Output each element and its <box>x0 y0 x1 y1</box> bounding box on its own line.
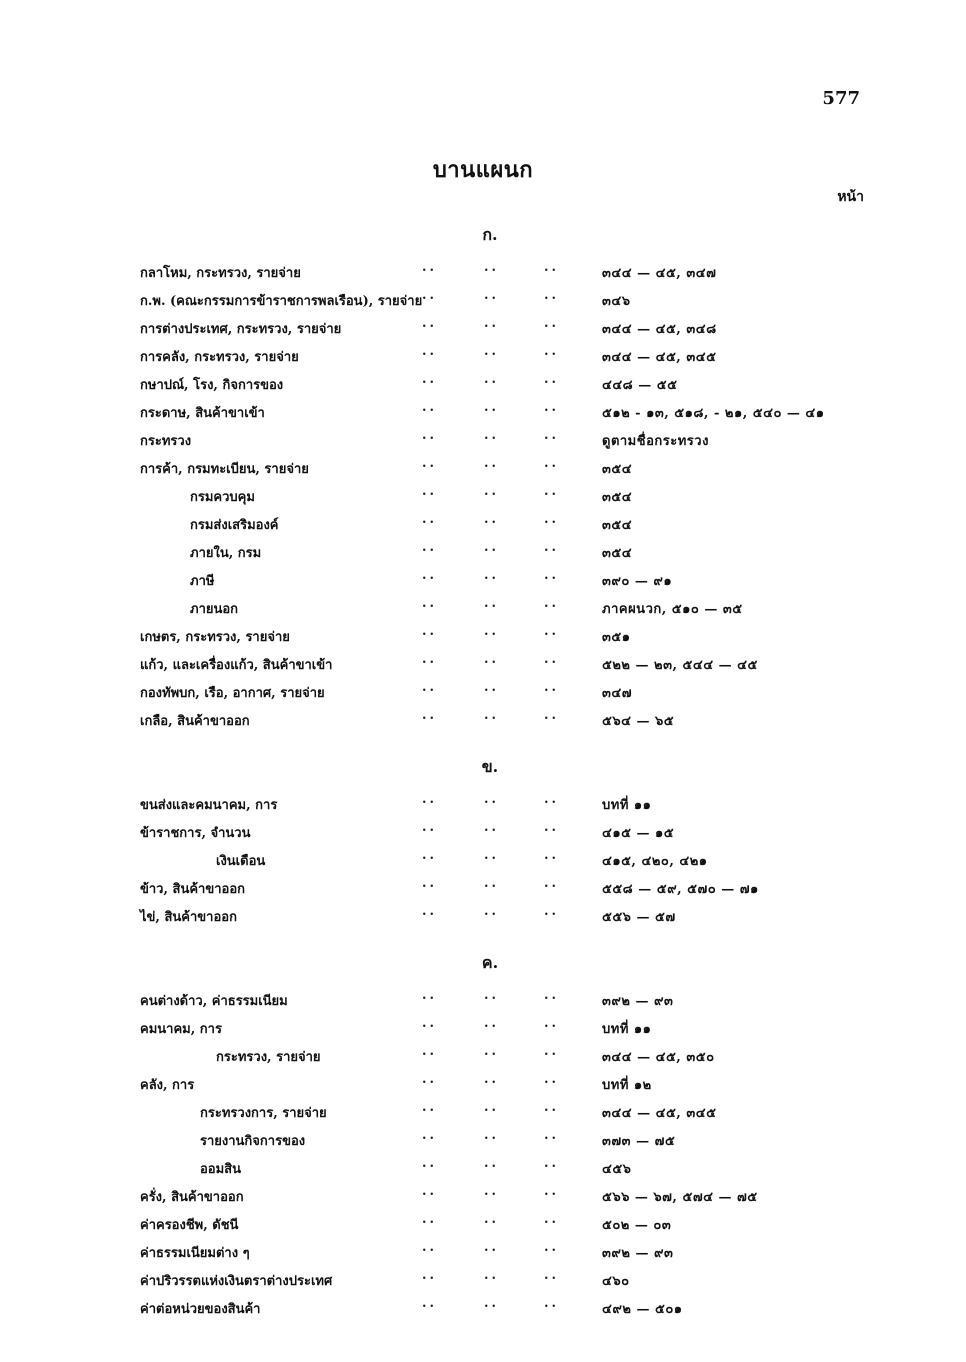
dot-leader: .. <box>544 876 560 891</box>
entry-label: กระทรวง <box>140 434 192 449</box>
entry-pages: ๓๔๖ <box>602 294 631 309</box>
dot-leader: .. <box>544 988 560 1003</box>
entry-label: กระทรวง, รายจ่าย <box>216 1050 321 1065</box>
dot-leader: .. <box>422 316 438 331</box>
dot-leader: .. <box>422 428 438 443</box>
entry-label: รายงานกิจการของ <box>200 1134 306 1149</box>
dot-leader: .. <box>484 988 500 1003</box>
dot-leader: .. <box>422 848 438 863</box>
index-entry <box>0 622 966 650</box>
entry-label: การค้า, กรมทะเบียน, รายจ่าย <box>140 462 309 477</box>
dot-leader: .. <box>544 428 560 443</box>
dot-leader: .. <box>544 1296 560 1311</box>
entry-pages: ภาคผนวก, ๕๑๐ — ๓๕ <box>602 602 743 617</box>
entry-label: การคลัง, กระทรวง, รายจ่าย <box>140 350 299 365</box>
entry-pages: ๕๕๘ — ๕๙, ๕๗๐ — ๗๑ <box>602 882 759 897</box>
dot-leader: .. <box>422 1212 438 1227</box>
dot-leader: .. <box>422 820 438 835</box>
index-entry <box>0 818 966 846</box>
dot-leader: .. <box>422 512 438 527</box>
entry-label: ไข่, สินค้าขาออก <box>140 910 237 925</box>
dot-leader: .. <box>422 680 438 695</box>
entry-label: ขนส่งและคมนาคม, การ <box>140 798 278 813</box>
dot-leader: .. <box>544 904 560 919</box>
entry-pages: ๓๕๔ <box>602 490 633 505</box>
index-entry <box>0 790 966 818</box>
entry-label: ข้าว, สินค้าขาออก <box>140 882 246 897</box>
dot-leader: .. <box>422 288 438 303</box>
index-section <box>0 224 966 734</box>
dot-leader: .. <box>544 344 560 359</box>
dot-leader: .. <box>422 988 438 1003</box>
dot-leader: .. <box>484 624 500 639</box>
entry-pages: ๕๖๔ — ๖๕ <box>602 714 675 729</box>
index-entry <box>0 1070 966 1098</box>
entry-pages: ๓๙๒ — ๙๓ <box>602 1246 674 1261</box>
dot-leader: .. <box>544 1016 560 1031</box>
index-entry <box>0 650 966 678</box>
dot-leader: .. <box>544 456 560 471</box>
dot-leader: .. <box>544 708 560 723</box>
dot-leader: .. <box>544 288 560 303</box>
index-entry <box>0 1042 966 1070</box>
dot-leader: .. <box>484 288 500 303</box>
dot-leader: .. <box>544 512 560 527</box>
entry-label: เงินเดือน <box>216 854 266 869</box>
index-entry <box>0 482 966 510</box>
dot-leader: .. <box>484 596 500 611</box>
index-entry <box>0 874 966 902</box>
entry-label: ก.พ. (คณะกรรมการข้าราชการพลเรือน), รายจ่าย <box>140 294 423 309</box>
dot-leader: .. <box>422 1128 438 1143</box>
dot-leader: .. <box>544 1268 560 1283</box>
dot-leader: .. <box>484 400 500 415</box>
entry-label: คมนาคม, การ <box>140 1022 222 1037</box>
dot-leader: .. <box>484 1240 500 1255</box>
dot-leader: .. <box>544 1128 560 1143</box>
dot-leader: .. <box>484 540 500 555</box>
entry-pages: ๓๔๔ — ๔๕, ๓๔๕ <box>602 1106 717 1121</box>
entry-pages: ๕๒๒ — ๒๓, ๕๔๔ — ๔๕ <box>602 658 758 673</box>
entry-pages: ๕๖๖ — ๖๗, ๕๗๔ — ๗๕ <box>602 1190 758 1205</box>
index-entry <box>0 398 966 426</box>
dot-leader: .. <box>544 652 560 667</box>
dot-leader: .. <box>422 1240 438 1255</box>
entry-pages: ๓๕๑ <box>602 630 631 645</box>
dot-leader: .. <box>484 708 500 723</box>
dot-leader: .. <box>484 568 500 583</box>
dot-leader: .. <box>422 372 438 387</box>
dot-leader: .. <box>422 400 438 415</box>
dot-leader: .. <box>422 1100 438 1115</box>
entry-pages: ๓๕๔ <box>602 546 633 561</box>
dot-leader: .. <box>544 1100 560 1115</box>
index-entry <box>0 286 966 314</box>
index-entry <box>0 426 966 454</box>
entry-pages: ๓๔๔ — ๔๕, ๓๕๐ <box>602 1050 715 1065</box>
dot-leader: .. <box>484 428 500 443</box>
entry-label: ค่าต่อหน่วยของสินค้า <box>140 1302 261 1317</box>
entry-pages: ๓๔๔ — ๔๕, ๓๔๗ <box>602 266 717 281</box>
dot-leader: .. <box>484 1268 500 1283</box>
index-entry <box>0 510 966 538</box>
dot-leader: .. <box>484 1044 500 1059</box>
dot-leader: .. <box>422 1044 438 1059</box>
dot-leader: .. <box>422 904 438 919</box>
dot-leader: .. <box>484 484 500 499</box>
dot-leader: .. <box>422 1016 438 1031</box>
entry-pages: ๔๑๕, ๔๒๐, ๔๒๑ <box>602 854 708 869</box>
entry-pages: ๓๔๔ — ๔๕, ๓๔๕ <box>602 350 717 365</box>
entry-pages: ๕๕๖ — ๕๗ <box>602 910 676 925</box>
dot-leader: .. <box>484 904 500 919</box>
entry-label: กองทัพบก, เรือ, อากาศ, รายจ่าย <box>140 686 325 701</box>
entry-label: คนต่างด้าว, ค่าธรรมเนียม <box>140 994 288 1009</box>
dot-leader: .. <box>544 1156 560 1171</box>
dot-leader: .. <box>544 596 560 611</box>
page-title: บานแผนก <box>432 157 534 183</box>
entry-pages: ๓๙๒ — ๙๓ <box>602 994 674 1009</box>
dot-leader: .. <box>484 316 500 331</box>
entry-pages: ๕๑๒ - ๑๓, ๕๑๘, - ๒๑, ๕๔๐ — ๔๑ <box>602 406 825 421</box>
dot-leader: .. <box>484 260 500 275</box>
dot-leader: .. <box>422 260 438 275</box>
index-entry <box>0 1294 966 1322</box>
dot-leader: .. <box>544 372 560 387</box>
entry-label: คลัง, การ <box>140 1078 195 1093</box>
entry-label: การต่างประเทศ, กระทรวง, รายจ่าย <box>140 322 342 337</box>
entry-pages: บทที่ ๑๑ <box>602 798 652 813</box>
dot-leader: .. <box>422 876 438 891</box>
dot-leader: .. <box>422 1072 438 1087</box>
index-entry <box>0 1238 966 1266</box>
entry-pages: ๕๐๒ — ๐๓ <box>602 1218 672 1233</box>
dot-leader: .. <box>422 1184 438 1199</box>
index-entry <box>0 538 966 566</box>
dot-leader: .. <box>544 848 560 863</box>
entry-label: กษาปณ์, โรง, กิจการของ <box>140 378 284 393</box>
entry-label: กระดาษ, สินค้าขาเข้า <box>140 406 265 421</box>
dot-leader: .. <box>484 1184 500 1199</box>
index-entry <box>0 986 966 1014</box>
dot-leader: .. <box>484 1128 500 1143</box>
dot-leader: .. <box>544 1212 560 1227</box>
entry-label: ออมสิน <box>200 1162 242 1177</box>
index-entry <box>0 1266 966 1294</box>
dot-leader: .. <box>544 1072 560 1087</box>
entry-label: กรมส่งเสริมองค์ <box>190 518 279 533</box>
index-entry <box>0 1014 966 1042</box>
dot-leader: .. <box>544 1240 560 1255</box>
dot-leader: .. <box>422 540 438 555</box>
dot-leader: .. <box>484 652 500 667</box>
dot-leader: .. <box>544 540 560 555</box>
dot-leader: .. <box>484 1156 500 1171</box>
dot-leader: .. <box>422 484 438 499</box>
entry-label: ค่าครองชีพ, ดัชนี <box>140 1218 239 1233</box>
entry-pages: ๓๗๓ — ๗๕ <box>602 1134 676 1149</box>
entry-pages: ๓๕๔ <box>602 462 633 477</box>
page-number: 577 <box>822 88 860 109</box>
dot-leader: .. <box>422 596 438 611</box>
entry-label: ค่าปริวรรตแห่งเงินตราต่างประเทศ <box>140 1274 333 1289</box>
index-entry <box>0 342 966 370</box>
entry-pages: ๔๕๖ <box>602 1162 632 1177</box>
entry-label: เกษตร, กระทรวง, รายจ่าย <box>140 630 290 645</box>
dot-leader: .. <box>422 1268 438 1283</box>
dot-leader: .. <box>484 820 500 835</box>
index-entry <box>0 1126 966 1154</box>
dot-leader: .. <box>544 624 560 639</box>
dot-leader: .. <box>484 372 500 387</box>
index-list <box>0 222 966 1344</box>
dot-leader: .. <box>484 456 500 471</box>
index-section <box>0 952 966 1322</box>
index-entry <box>0 566 966 594</box>
entry-pages: ๓๔๔ — ๔๕, ๓๔๘ <box>602 322 717 337</box>
dot-leader: .. <box>484 848 500 863</box>
entry-pages: ๔๑๕ — ๑๕ <box>602 826 675 841</box>
entry-label: กรมควบคุม <box>190 490 255 505</box>
dot-leader: .. <box>484 1072 500 1087</box>
index-section <box>0 756 966 930</box>
entry-label: แก้ว, และเครื่องแก้ว, สินค้าขาเข้า <box>140 658 333 673</box>
section-letter: ค. <box>481 953 499 972</box>
entry-label: ข้าราชการ, จำนวน <box>140 826 251 841</box>
entry-pages: บทที่ ๑๒ <box>602 1078 652 1093</box>
index-entry <box>0 594 966 622</box>
index-entry <box>0 846 966 874</box>
dot-leader: .. <box>484 1296 500 1311</box>
index-entry <box>0 1210 966 1238</box>
entry-pages: ๓๔๗ <box>602 686 633 701</box>
dot-leader: .. <box>422 624 438 639</box>
dot-leader: .. <box>544 680 560 695</box>
section-letter: ข. <box>481 757 499 776</box>
dot-leader: .. <box>544 260 560 275</box>
dot-leader: .. <box>544 1044 560 1059</box>
entry-label: กระทรวงการ, รายจ่าย <box>200 1106 327 1121</box>
index-entry <box>0 1154 966 1182</box>
entry-pages: ๓๕๔ <box>602 518 633 533</box>
dot-leader: .. <box>544 484 560 499</box>
index-entry <box>0 314 966 342</box>
entry-pages: ๔๔๘ — ๕๕ <box>602 378 678 393</box>
index-entry <box>0 1098 966 1126</box>
index-entry <box>0 258 966 286</box>
dot-leader: .. <box>422 568 438 583</box>
dot-leader: .. <box>484 876 500 891</box>
dot-leader: .. <box>484 792 500 807</box>
entry-label: ภายนอก <box>190 602 239 617</box>
dot-leader: .. <box>544 316 560 331</box>
dot-leader: .. <box>544 792 560 807</box>
dot-leader: .. <box>544 820 560 835</box>
entry-label: ภาษี <box>190 574 215 589</box>
entry-pages: ๔๖๐ <box>602 1274 630 1289</box>
entry-pages: ๓๙๐ — ๙๑ <box>602 574 673 589</box>
entry-pages: ๔๙๒ — ๕๐๑ <box>602 1302 683 1317</box>
index-entry <box>0 902 966 930</box>
dot-leader: .. <box>484 1100 500 1115</box>
index-entry <box>0 678 966 706</box>
entry-label: เกลือ, สินค้าขาออก <box>140 714 250 729</box>
entry-label: ครั่ง, สินค้าขาออก <box>140 1190 244 1205</box>
dot-leader: .. <box>422 1296 438 1311</box>
dot-leader: .. <box>422 344 438 359</box>
entry-label: ภายใน, กรม <box>190 546 262 561</box>
entry-pages: ดูตามชื่อกระทรวง <box>602 434 709 449</box>
dot-leader: .. <box>544 568 560 583</box>
index-entry <box>0 454 966 482</box>
dot-leader: .. <box>544 1184 560 1199</box>
entry-label: ค่าธรรมเนียมต่าง ๆ <box>140 1246 250 1261</box>
index-entry <box>0 370 966 398</box>
section-letter: ก. <box>482 225 498 244</box>
page-column-header: หน้า <box>837 189 864 205</box>
entry-label: กลาโหม, กระทรวง, รายจ่าย <box>140 266 301 281</box>
dot-leader: .. <box>422 708 438 723</box>
index-entry <box>0 706 966 734</box>
dot-leader: .. <box>422 652 438 667</box>
dot-leader: .. <box>422 792 438 807</box>
index-entry <box>0 1182 966 1210</box>
dot-leader: .. <box>422 456 438 471</box>
dot-leader: .. <box>484 512 500 527</box>
dot-leader: .. <box>484 680 500 695</box>
dot-leader: .. <box>484 1212 500 1227</box>
dot-leader: .. <box>484 344 500 359</box>
dot-leader: .. <box>544 400 560 415</box>
entry-pages: บทที่ ๑๑ <box>602 1022 652 1037</box>
dot-leader: .. <box>484 1016 500 1031</box>
dot-leader: .. <box>422 1156 438 1171</box>
